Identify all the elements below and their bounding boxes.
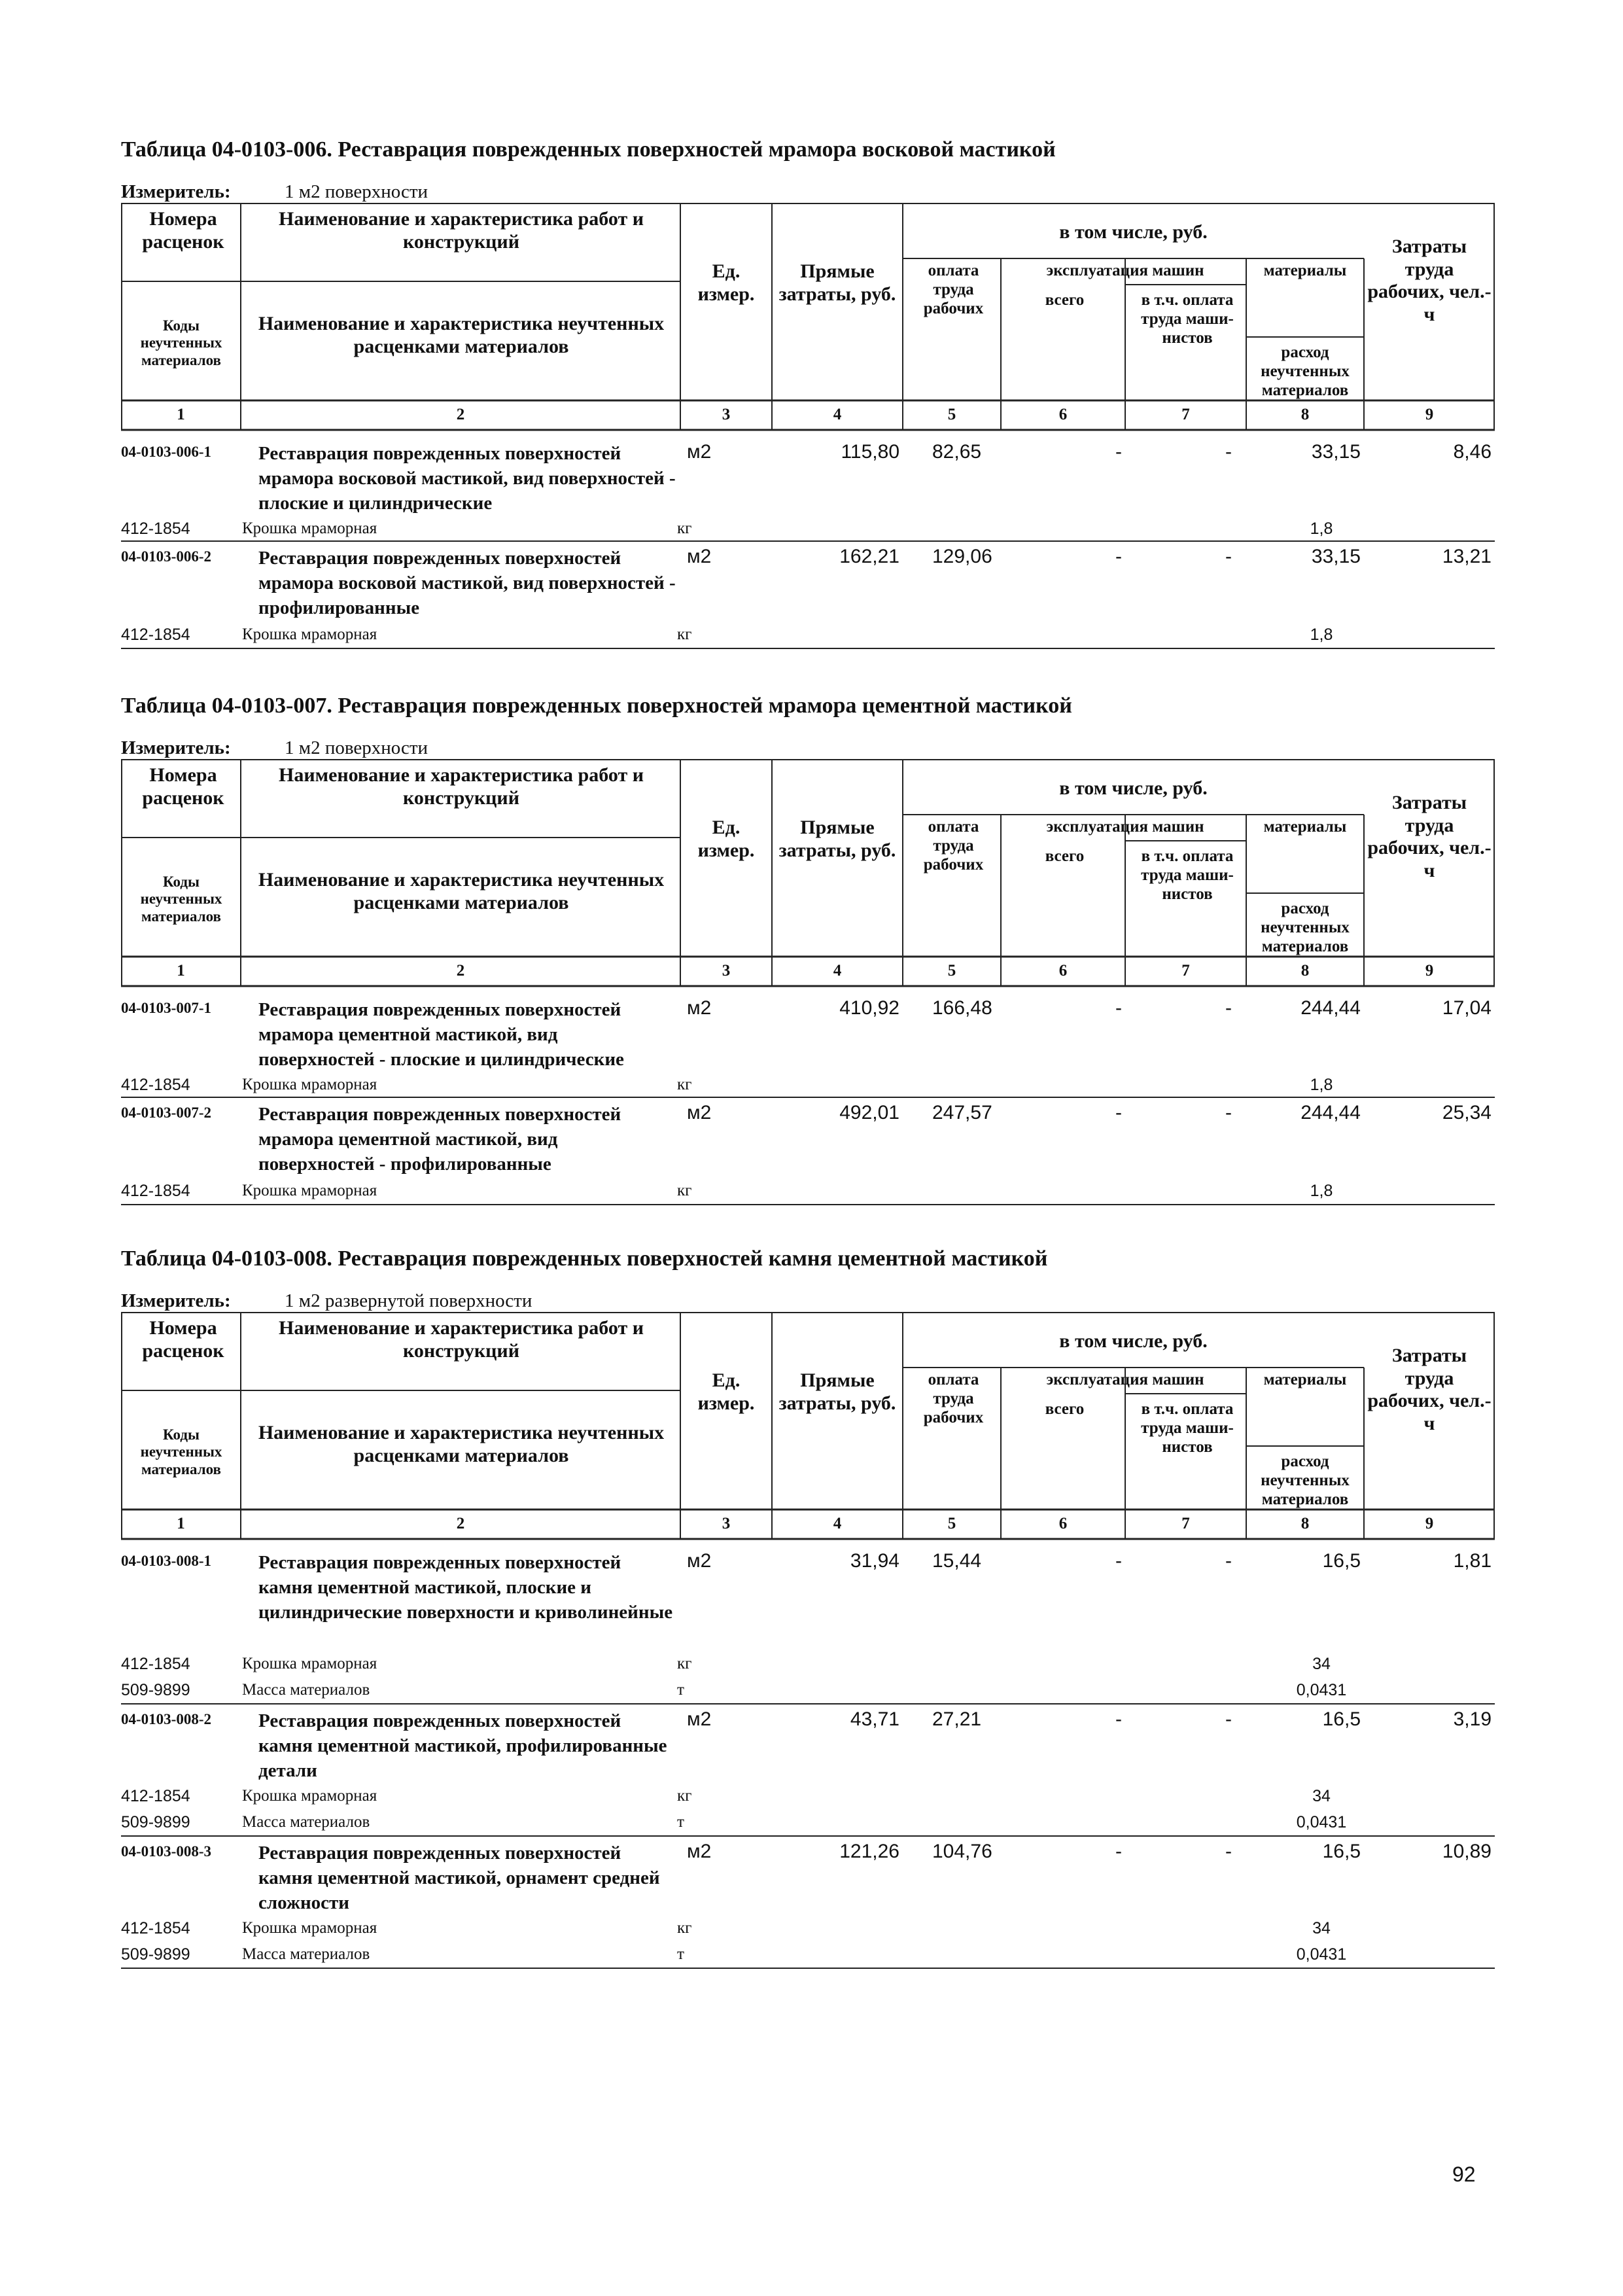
header-unaccounted-consumption: расход неучтенных материалов	[1261, 1453, 1350, 1508]
item-description: Реставрация поврежденных поверхностей мрамора цементной мастикой, вид поверхностей - плоские и цилиндрические	[258, 999, 624, 1070]
table-title: Таблица 04-0103-008. Реставрация поврежденных поверхностей камня цементной мастикой	[121, 1246, 1048, 1271]
colnum-1: 1	[177, 406, 185, 423]
item-hours: 10,89	[1442, 1841, 1492, 1862]
colnum-7: 7	[1181, 1515, 1190, 1532]
material-name: Крошка мраморная	[242, 626, 377, 643]
item-mach-total: -	[1115, 997, 1122, 1019]
material-name: Масса материалов	[242, 1945, 370, 1963]
item-materials: 244,44	[1300, 1102, 1361, 1123]
material-qty: 34	[1312, 1787, 1331, 1805]
colnum-1: 1	[177, 1515, 185, 1532]
item-labor: 82,65	[932, 441, 982, 463]
item-direct: 410,92	[839, 997, 899, 1019]
material-qty: 1,8	[1310, 1182, 1333, 1200]
measurer-value: 1 м2 поверхности	[285, 181, 428, 202]
colnum-8: 8	[1300, 406, 1310, 423]
header-row-numbers: Номера расценок	[142, 1317, 224, 1362]
item-mach-total: -	[1115, 1550, 1122, 1572]
header-machinist-pay: в т.ч. оплата труда маши- нистов	[1141, 291, 1234, 347]
material-code: 412-1854	[121, 520, 190, 538]
header-codes: Коды неучтенных материалов	[140, 874, 222, 925]
item-labor: 247,57	[932, 1102, 992, 1123]
row-divider	[121, 1968, 1495, 1969]
measurer-label: Измеритель:	[121, 1290, 231, 1311]
header-materials: материалы	[1263, 818, 1347, 836]
header-unaccounted-consumption: расход неучтенных материалов	[1261, 344, 1350, 399]
header-including: в том числе, руб.	[1059, 1330, 1208, 1352]
item-labor: 27,21	[932, 1708, 982, 1730]
material-unit: т	[677, 1813, 684, 1831]
header-machine-ops: эксплуатация машин	[1046, 818, 1204, 836]
colnum-5: 5	[947, 406, 956, 423]
table-section-008	[121, 1246, 1495, 1964]
item-code: 04-0103-006-1	[121, 444, 211, 460]
item-labor: 129,06	[932, 546, 992, 567]
header-unaccounted-consumption: расход неучтенных материалов	[1261, 900, 1350, 955]
item-hours: 13,21	[1442, 546, 1492, 567]
material-name: Крошка мраморная	[242, 1655, 377, 1672]
item-mach-total: -	[1115, 1708, 1122, 1730]
material-qty: 0,0431	[1296, 1945, 1347, 1964]
measurer-label: Измеритель:	[121, 737, 231, 758]
material-unit: кг	[677, 626, 692, 643]
material-unit: кг	[677, 1182, 692, 1199]
table-header	[121, 759, 1495, 988]
item-materials: 244,44	[1300, 997, 1361, 1019]
item-mach-labor: -	[1225, 1102, 1232, 1123]
item-materials: 33,15	[1311, 441, 1361, 463]
header-labor-costs: Затраты труда рабочих, чел.-ч	[1367, 792, 1492, 881]
material-unit: т	[677, 1945, 684, 1963]
item-unit: м2	[687, 546, 712, 567]
item-code: 04-0103-008-1	[121, 1553, 211, 1569]
header-labor-pay: оплата труда рабочих	[923, 262, 984, 317]
header-machine-ops: эксплуатация машин	[1046, 1371, 1204, 1388]
item-hours: 8,46	[1453, 441, 1492, 463]
material-qty: 34	[1312, 1919, 1331, 1937]
row-divider	[121, 1703, 1495, 1704]
colnum-5: 5	[947, 962, 956, 980]
material-unit: кг	[677, 1787, 692, 1805]
item-code: 04-0103-008-2	[121, 1711, 211, 1727]
material-unit: кг	[677, 520, 692, 537]
material-unit: кг	[677, 1076, 692, 1093]
header-work-name: Наименование и характеристика работ и конструкций	[279, 764, 644, 809]
material-qty: 0,0431	[1296, 1681, 1347, 1699]
item-materials: 16,5	[1322, 1550, 1361, 1572]
measurer	[121, 1290, 532, 1312]
header-materials: материалы	[1263, 262, 1347, 279]
colnum-8: 8	[1300, 1515, 1310, 1532]
header-direct-costs: Прямые затраты, руб.	[778, 260, 896, 305]
item-description: Реставрация поврежденных поверхностей камня цементной мастикой, орнамент средней сложности	[258, 1843, 660, 1913]
item-unit: м2	[687, 441, 712, 463]
colnum-2: 2	[456, 1515, 465, 1532]
header-unaccounted-name: Наименование и характеристика неучтенных расценками материалов	[258, 313, 665, 357]
header-labor-pay: оплата труда рабочих	[923, 818, 984, 874]
item-mach-labor: -	[1225, 1708, 1232, 1730]
material-qty: 1,8	[1310, 1076, 1333, 1094]
header-unaccounted-name: Наименование и характеристика неучтенных расценками материалов	[258, 1422, 665, 1466]
item-mach-labor: -	[1225, 997, 1232, 1019]
material-code: 509-9899	[121, 1945, 190, 1964]
colnum-2: 2	[456, 962, 465, 980]
item-mach-total: -	[1115, 1841, 1122, 1862]
material-name: Масса материалов	[242, 1813, 370, 1831]
item-materials: 16,5	[1322, 1841, 1361, 1862]
header-codes: Коды неучтенных материалов	[140, 317, 222, 368]
item-direct: 121,26	[839, 1841, 899, 1862]
item-description: Реставрация поврежденных поверхностей мрамора восковой мастикой, вид поверхностей - плоские и цилиндрические	[258, 443, 676, 514]
material-code: 412-1854	[121, 1787, 190, 1805]
material-unit: кг	[677, 1919, 692, 1937]
header-machine-total: всего	[1045, 847, 1085, 865]
item-code: 04-0103-007-1	[121, 1000, 211, 1016]
colnum-5: 5	[947, 1515, 956, 1532]
header-unaccounted-name: Наименование и характеристика неучтенных расценками материалов	[258, 869, 665, 913]
table-header	[121, 203, 1495, 432]
row-divider	[121, 1097, 1495, 1098]
item-code: 04-0103-006-2	[121, 548, 211, 565]
item-labor: 104,76	[932, 1841, 992, 1862]
header-work-name: Наименование и характеристика работ и конструкций	[279, 1317, 644, 1362]
item-mach-total: -	[1115, 441, 1122, 463]
item-hours: 17,04	[1442, 997, 1492, 1019]
material-name: Крошка мраморная	[242, 1076, 377, 1093]
material-code: 412-1854	[121, 1655, 190, 1673]
colnum-4: 4	[833, 406, 842, 423]
material-name: Крошка мраморная	[242, 1919, 377, 1937]
header-codes: Коды неучтенных материалов	[140, 1426, 222, 1477]
item-direct: 162,21	[839, 546, 899, 567]
material-name: Крошка мраморная	[242, 1182, 377, 1199]
header-machine-total: всего	[1045, 291, 1085, 309]
row-divider	[121, 1204, 1495, 1205]
colnum-6: 6	[1058, 962, 1068, 980]
colnum-9: 9	[1425, 406, 1434, 423]
header-unit: Ед. измер.	[697, 260, 755, 305]
colnum-4: 4	[833, 1515, 842, 1532]
header-including: в том числе, руб.	[1059, 777, 1208, 799]
item-hours: 1,81	[1453, 1550, 1492, 1572]
header-work-name: Наименование и характеристика работ и конструкций	[279, 208, 644, 253]
colnum-7: 7	[1181, 962, 1190, 980]
header-machine-total: всего	[1045, 1400, 1085, 1418]
material-qty: 1,8	[1310, 626, 1333, 644]
item-unit: м2	[687, 1708, 712, 1730]
material-unit: т	[677, 1681, 684, 1699]
header-labor-costs: Затраты труда рабочих, чел.-ч	[1367, 236, 1492, 325]
item-unit: м2	[687, 997, 712, 1019]
item-direct: 492,01	[839, 1102, 899, 1123]
item-code: 04-0103-008-3	[121, 1843, 211, 1860]
row-divider	[121, 540, 1495, 542]
colnum-7: 7	[1181, 406, 1190, 423]
item-materials: 16,5	[1322, 1708, 1361, 1730]
measurer-label: Измеритель:	[121, 181, 231, 202]
measurer-value: 1 м2 поверхности	[285, 737, 428, 758]
header-labor-costs: Затраты труда рабочих, чел.-ч	[1367, 1345, 1492, 1434]
item-hours: 3,19	[1453, 1708, 1492, 1730]
item-unit: м2	[687, 1841, 712, 1862]
header-labor-pay: оплата труда рабочих	[923, 1371, 984, 1426]
row-divider	[121, 648, 1495, 649]
item-direct: 31,94	[850, 1550, 899, 1572]
material-name: Крошка мраморная	[242, 1787, 377, 1805]
table-title: Таблица 04-0103-007. Реставрация поврежденных поверхностей мрамора цементной мастикой	[121, 694, 1072, 718]
measurer-value: 1 м2 развернутой поверхности	[285, 1290, 532, 1311]
colnum-1: 1	[177, 962, 185, 980]
item-direct: 43,71	[850, 1708, 899, 1730]
header-unit: Ед. измер.	[697, 1369, 755, 1414]
item-unit: м2	[687, 1550, 712, 1572]
material-qty: 0,0431	[1296, 1813, 1347, 1831]
material-unit: кг	[677, 1655, 692, 1672]
item-mach-total: -	[1115, 1102, 1122, 1123]
header-direct-costs: Прямые затраты, руб.	[778, 1369, 896, 1414]
material-code: 412-1854	[121, 1076, 190, 1094]
table-header	[121, 1312, 1495, 1541]
header-unit: Ед. измер.	[697, 817, 755, 861]
table-section-007	[121, 694, 1495, 1200]
item-description: Реставрация поврежденных поверхностей мрамора восковой мастикой, вид поверхностей - профилированные	[258, 548, 676, 618]
material-name: Масса материалов	[242, 1681, 370, 1699]
item-mach-labor: -	[1225, 546, 1232, 567]
colnum-9: 9	[1425, 1515, 1434, 1532]
colnum-2: 2	[456, 406, 465, 423]
colnum-4: 4	[833, 962, 842, 980]
item-code: 04-0103-007-2	[121, 1104, 211, 1121]
item-labor: 166,48	[932, 997, 992, 1019]
item-description: Реставрация поврежденных поверхностей камня цементной мастикой, профилированные детали	[258, 1710, 667, 1781]
header-including: в том числе, руб.	[1059, 221, 1208, 243]
measurer	[121, 181, 428, 203]
material-code: 412-1854	[121, 626, 190, 644]
item-mach-labor: -	[1225, 1841, 1232, 1862]
header-machine-ops: эксплуатация машин	[1046, 262, 1204, 279]
item-labor: 15,44	[932, 1550, 982, 1572]
header-direct-costs: Прямые затраты, руб.	[778, 817, 896, 861]
colnum-6: 6	[1058, 1515, 1068, 1532]
item-description: Реставрация поврежденных поверхностей камня цементной мастикой, плоские и цилиндрические поверхности и криволинейные	[258, 1552, 673, 1623]
colnum-9: 9	[1425, 962, 1434, 980]
item-direct: 115,80	[841, 441, 899, 463]
colnum-8: 8	[1300, 962, 1310, 980]
colnum-3: 3	[722, 1515, 731, 1532]
header-machinist-pay: в т.ч. оплата труда маши- нистов	[1141, 1400, 1234, 1456]
colnum-3: 3	[722, 962, 731, 980]
row-divider	[121, 1835, 1495, 1837]
table-title: Таблица 04-0103-006. Реставрация поврежденных поверхностей мрамора восковой мастикой	[121, 137, 1056, 162]
material-name: Крошка мраморная	[242, 520, 377, 537]
item-description: Реставрация поврежденных поверхностей мрамора цементной мастикой, вид поверхностей - профилированные	[258, 1104, 621, 1174]
item-mach-labor: -	[1225, 441, 1232, 463]
material-code: 412-1854	[121, 1919, 190, 1937]
item-unit: м2	[687, 1102, 712, 1123]
material-qty: 1,8	[1310, 520, 1333, 538]
material-code: 509-9899	[121, 1813, 190, 1831]
item-materials: 33,15	[1311, 546, 1361, 567]
measurer	[121, 737, 428, 759]
item-mach-total: -	[1115, 546, 1122, 567]
table-section-006	[121, 137, 1495, 644]
colnum-3: 3	[722, 406, 731, 423]
material-code: 509-9899	[121, 1681, 190, 1699]
item-mach-labor: -	[1225, 1550, 1232, 1572]
page-number: 92	[1452, 2163, 1476, 2186]
material-qty: 34	[1312, 1655, 1331, 1673]
header-materials: материалы	[1263, 1371, 1347, 1388]
material-code: 412-1854	[121, 1182, 190, 1200]
colnum-6: 6	[1058, 406, 1068, 423]
header-row-numbers: Номера расценок	[142, 764, 224, 809]
header-machinist-pay: в т.ч. оплата труда маши- нистов	[1141, 847, 1234, 903]
header-row-numbers: Номера расценок	[142, 208, 224, 253]
item-hours: 25,34	[1442, 1102, 1492, 1123]
